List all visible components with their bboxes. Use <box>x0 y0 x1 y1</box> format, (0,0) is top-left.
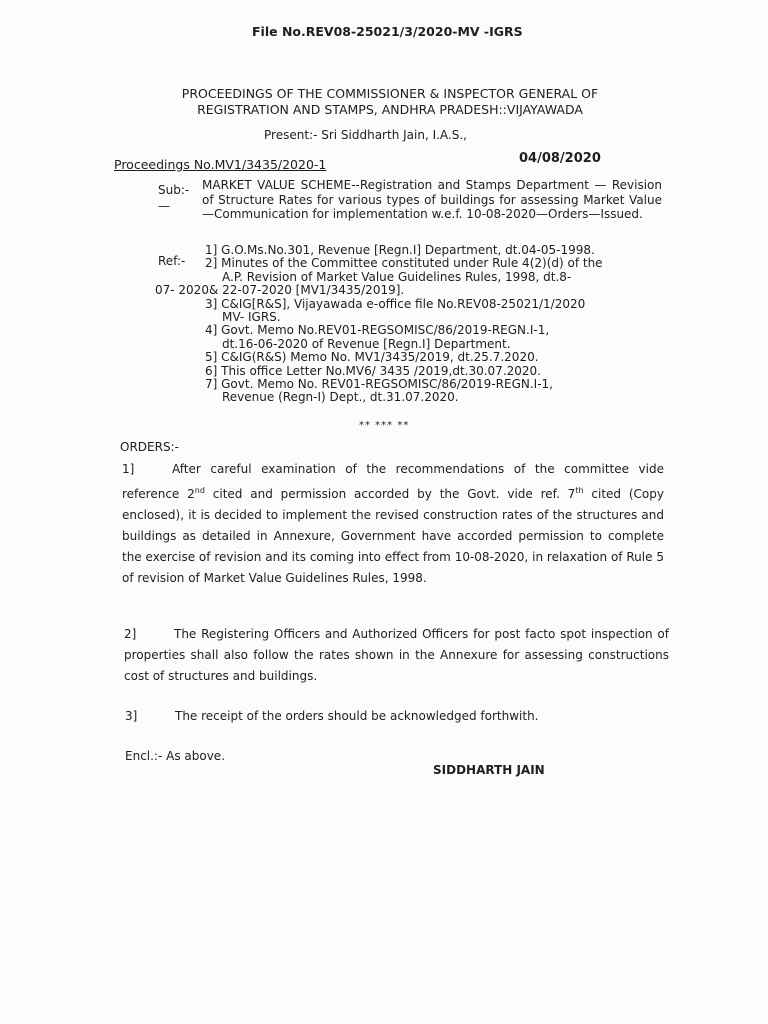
order-paragraph-3: 3] The receipt of the orders should be acknowledged forthwith. <box>125 706 665 727</box>
orders-heading: ORDERS:- <box>120 440 179 454</box>
enclosure-note: Encl.:- As above. <box>125 749 226 763</box>
proceedings-number: Proceedings No.MV1/3435/2020-1 <box>114 157 327 172</box>
proceedings-heading <box>150 86 630 118</box>
reference-line: 4] Govt. Memo No.REV01-REGSOMISC/86/2019-REGN.I-1, <box>205 323 550 338</box>
subject-text: MARKET VALUE SCHEME--Registration and Stamps Department — Revision of Structure Rates for various types of buildings for assessing Market Value—Communication for implementation w.e.f. 10-08-2020—Orders—Issued. <box>202 178 662 221</box>
reference-line: dt.16-06-2020 of Revenue [Regn.I] Department. <box>222 336 511 351</box>
order-paragraph-1: 1] After careful examination of the recommendations of the committee vide reference 2nd cited and permission accorded by the Govt. vide ref. 7th cited (Copy enclosed), it is decided to implement the revised construction rates of the structures and buildings as detailed in Annexure, Government have accorded permission to complete the exercise of revision and its coming into effect from 10-08-2020, in relaxation of Rule 5 of revision of Market Value Guidelines Rules, 1998. <box>122 459 664 589</box>
paragraph-number: 1] <box>122 462 135 476</box>
signatory-name: SIDDHARTH JAIN <box>433 763 545 777</box>
subject-dash: — <box>158 199 170 213</box>
proceedings-date: 04/08/2020 <box>519 151 601 166</box>
reference-line: A.P. Revision of Market Value Guidelines Rules, 1998, dt.8- <box>222 269 572 284</box>
reference-line: 6] This office Letter No.MV6/ 3435 /2019,dt.30.07.2020. <box>205 363 541 378</box>
reference-line: 07- 2020& 22-07-2020 [MV1/3435/2019]. <box>155 283 405 298</box>
heading-line-1: PROCEEDINGS OF THE COMMISSIONER & INSPECTOR GENERAL OF <box>181 86 599 101</box>
separator-stars: ** *** ** <box>359 420 410 431</box>
paragraph-number: 2] <box>124 627 137 641</box>
heading-line-2: REGISTRATION AND STAMPS, ANDHRA PRADESH::VIJAYAWADA <box>197 102 583 117</box>
file-number: File No.REV08-25021/3/2020-MV -IGRS <box>252 24 523 39</box>
reference-line: 7] Govt. Memo No. REV01-REGSOMISC/86/2019-REGN.I-1, <box>205 377 553 392</box>
reference-line: MV- IGRS. <box>222 310 281 325</box>
order-paragraph-2: 2] The Registering Officers and Authorized Officers for post facto spot inspection of properties shall also follow the rates shown in the Annexure for assessing constructions cost of structures and buildings. <box>124 624 669 687</box>
reference-line: 3] C&IG[R&S], Vijayawada e-office file No.REV08-25021/1/2020 <box>205 296 586 311</box>
paragraph-number: 3] <box>125 709 138 723</box>
reference-line: 2] Minutes of the Committee constituted under Rule 4(2)(d) of the <box>205 256 603 271</box>
reference-line: Revenue (Regn-I) Dept., dt.31.07.2020. <box>222 390 459 405</box>
reference-line: 1] G.O.Ms.No.301, Revenue [Regn.I] Department, dt.04-05-1998. <box>205 243 595 257</box>
reference-label: Ref:- <box>158 254 186 268</box>
present-officer: Present:- Sri Siddharth Jain, I.A.S., <box>264 128 467 142</box>
reference-line: 5] C&IG(R&S) Memo No. MV1/3435/2019, dt.25.7.2020. <box>205 350 539 365</box>
subject-label: Sub:- <box>158 183 190 197</box>
